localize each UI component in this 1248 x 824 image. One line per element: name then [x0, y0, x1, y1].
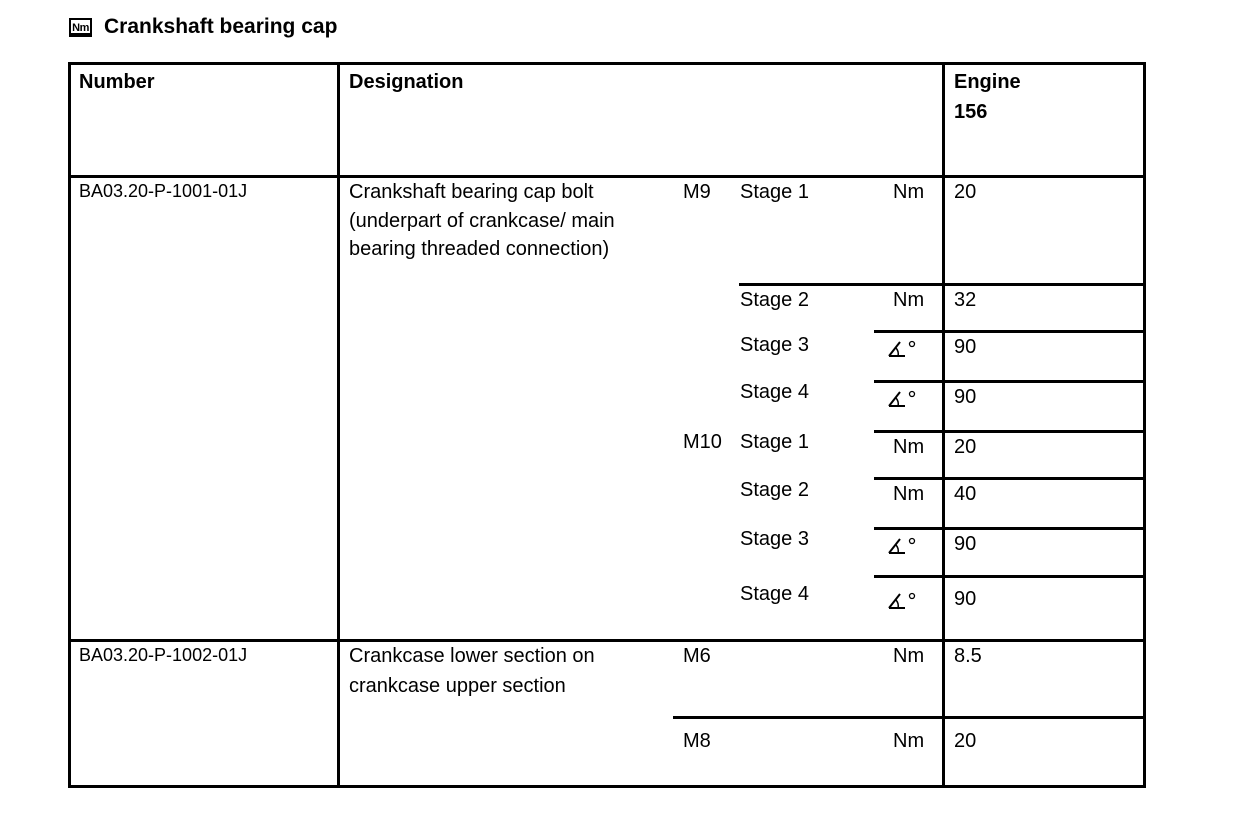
row-divider	[874, 330, 1143, 333]
angle-icon	[887, 339, 917, 359]
thread-size: M10	[683, 431, 722, 453]
row-divider	[874, 575, 1143, 578]
torque-nm-icon: Nm	[69, 18, 92, 37]
designation-line: crankcase upper section	[349, 675, 566, 697]
stage-label: Stage 4	[740, 381, 809, 403]
header-designation: Designation	[349, 71, 464, 93]
header-number: Number	[79, 71, 155, 93]
unit-nm: Nm	[893, 436, 925, 458]
torque-value: 40	[954, 483, 977, 505]
thread-size: M9	[683, 181, 711, 203]
thread-size: M6	[683, 645, 711, 667]
torque-value: 20	[954, 730, 977, 752]
stage-label: Stage 2	[740, 479, 809, 501]
stage-label: Stage 3	[740, 334, 809, 356]
header-engine: Engine	[954, 71, 1021, 93]
part-number: BA03.20-P-1001-01J	[79, 181, 248, 201]
designation-line: Crankcase lower section on	[349, 645, 595, 667]
torque-value: 90	[954, 386, 977, 408]
torque-value: 90	[954, 336, 977, 358]
stage-label: Stage 1	[740, 431, 809, 453]
angle-icon	[887, 389, 917, 409]
header-engine-number: 156	[954, 101, 988, 123]
unit-nm: Nm	[893, 483, 925, 505]
designation-line: Crankshaft bearing cap bolt	[349, 181, 594, 203]
torque-value: 20	[954, 181, 977, 203]
angle-icon	[887, 536, 917, 556]
part-number: BA03.20-P-1002-01J	[79, 645, 248, 665]
unit-nm: Nm	[893, 289, 925, 311]
unit-nm: Nm	[893, 730, 925, 752]
row-divider	[673, 716, 1143, 719]
designation-line: (underpart of crankcase/ main	[349, 210, 615, 232]
torque-value: 8.5	[954, 645, 982, 667]
stage-label: Stage 2	[740, 289, 809, 311]
col-divider	[337, 65, 340, 785]
row-divider	[874, 380, 1143, 383]
unit-nm: Nm	[893, 645, 925, 667]
thread-size: M8	[683, 730, 711, 752]
page-title: Crankshaft bearing cap	[104, 15, 338, 38]
torque-table	[68, 62, 1146, 788]
stage-label: Stage 3	[740, 528, 809, 550]
angle-icon	[887, 591, 917, 611]
torque-value: 90	[954, 533, 977, 555]
col-divider	[942, 65, 945, 785]
torque-value: 32	[954, 289, 977, 311]
designation-line: bearing threaded connection)	[349, 238, 610, 260]
title-bar	[69, 12, 337, 42]
stage-label: Stage 4	[740, 583, 809, 605]
unit-nm: Nm	[893, 181, 925, 203]
torque-value: 20	[954, 436, 977, 458]
torque-value: 90	[954, 588, 977, 610]
row-divider	[874, 527, 1143, 530]
stage-label: Stage 1	[740, 181, 809, 203]
